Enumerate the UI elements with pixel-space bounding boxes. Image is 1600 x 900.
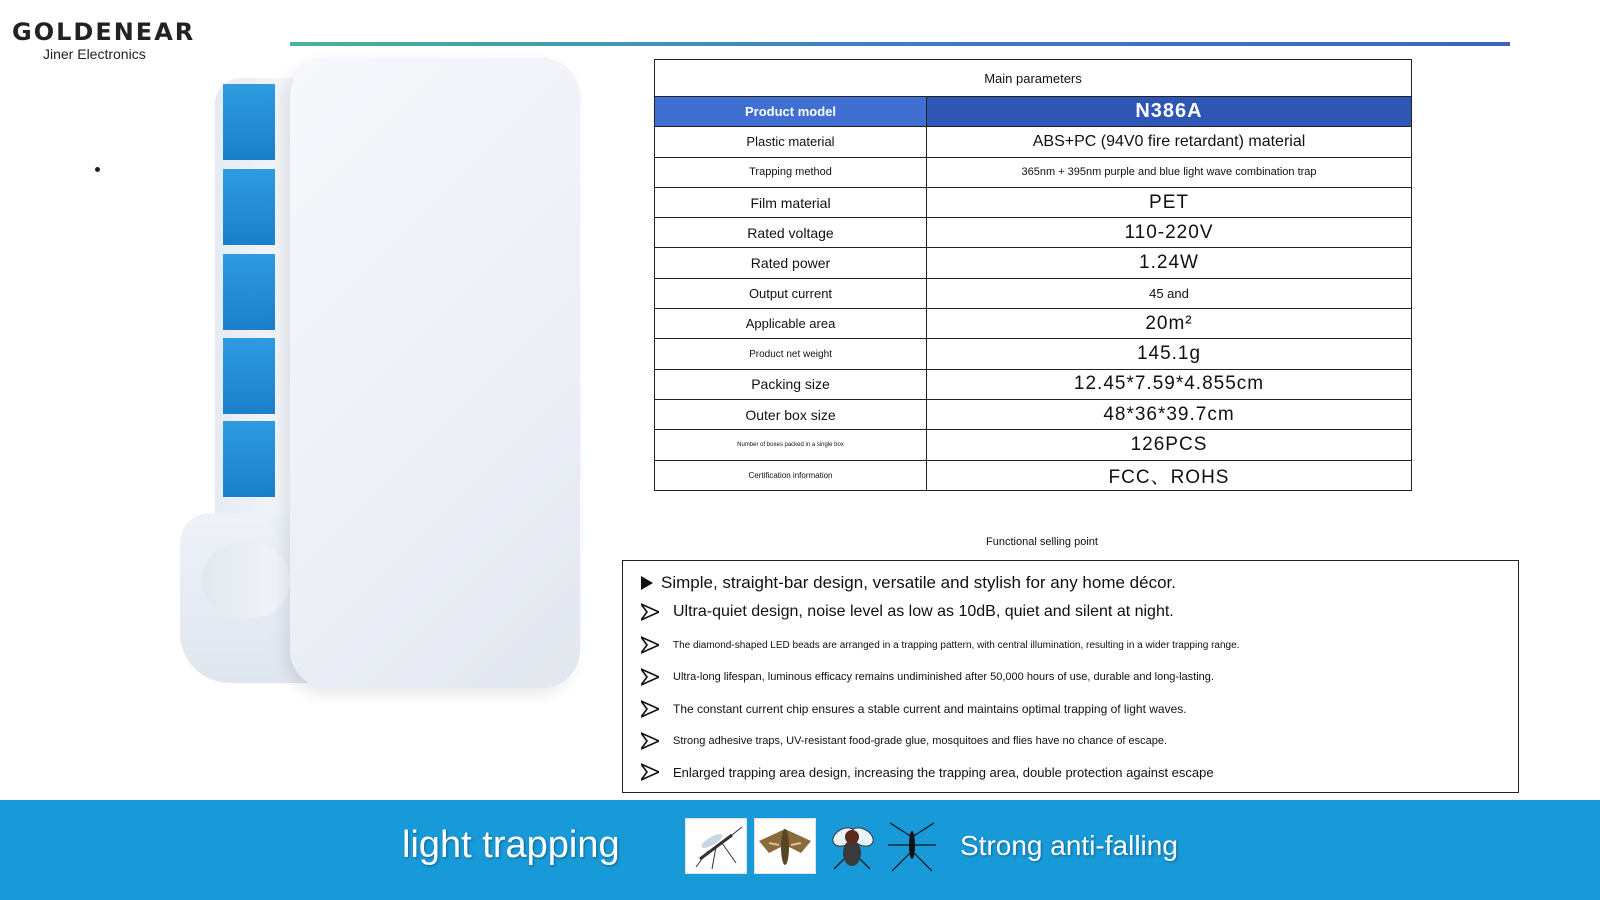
- param-label: Product model: [655, 97, 927, 127]
- table-row: [655, 460, 1412, 490]
- banner-left-text: light trapping: [402, 824, 620, 866]
- moth-icon: [754, 818, 816, 874]
- product-image: [180, 58, 600, 694]
- param-value: N386A: [927, 97, 1412, 127]
- triangle-bullet-icon: [641, 576, 653, 590]
- param-value: 145.1g: [927, 339, 1412, 369]
- brand-logo: [12, 18, 195, 62]
- list-item: Strong adhesive traps, UV-resistant food-grade glue, mosquitoes and flies have no chance of escape.: [641, 732, 1167, 750]
- param-value: 1.24W: [927, 248, 1412, 278]
- param-label: Certification information: [655, 460, 927, 490]
- param-label: Trapping method: [655, 157, 927, 187]
- list-item: Simple, straight-bar design, versatile and stylish for any home décor.: [641, 573, 1176, 593]
- param-label: Output current: [655, 278, 927, 308]
- table-row: [655, 218, 1412, 248]
- param-label: Outer box size: [655, 399, 927, 429]
- arrow-bullet-icon: [641, 700, 659, 718]
- param-value: 110-220V: [927, 218, 1412, 248]
- fly-icon: [824, 815, 880, 875]
- product-light-panel: [223, 338, 275, 414]
- brand-subtitle: Jiner Electronics: [43, 46, 146, 62]
- product-light-panel: [223, 84, 275, 160]
- param-label: Film material: [655, 187, 927, 217]
- arrow-bullet-icon: [641, 603, 659, 621]
- list-item: Enlarged trapping area design, increasing the trapping area, double protection against escape: [641, 763, 1214, 781]
- list-item: Ultra-quiet design, noise level as low as 10dB, quiet and silent at night.: [641, 603, 1174, 621]
- product-base-opening: [202, 543, 290, 618]
- product-light-panel: [223, 421, 275, 497]
- arrow-bullet-icon: [641, 636, 659, 654]
- param-label: Product net weight: [655, 339, 927, 369]
- param-label: Rated voltage: [655, 218, 927, 248]
- decorative-dot: [95, 167, 100, 172]
- product-light-panel: [223, 169, 275, 245]
- main-parameters-table: [654, 59, 1412, 491]
- param-value: 45 and: [927, 278, 1412, 308]
- table-row: [655, 127, 1412, 157]
- brand-name: GOLDENEAR: [12, 18, 196, 46]
- table-row: [655, 339, 1412, 369]
- param-value: FCC、ROHS: [927, 460, 1412, 490]
- arrow-bullet-icon: [641, 668, 659, 686]
- param-value: ABS+PC (94V0 fire retardant) material: [927, 127, 1412, 157]
- selling-points-box: [622, 560, 1519, 793]
- banner-right-text: Strong anti-falling: [960, 830, 1178, 861]
- arrow-bullet-icon: [641, 763, 659, 781]
- table-row: [655, 187, 1412, 217]
- table-row: [655, 399, 1412, 429]
- product-front-cover: [290, 58, 580, 688]
- param-label: Plastic material: [655, 127, 927, 157]
- param-label: Applicable area: [655, 309, 927, 339]
- param-label: Rated power: [655, 248, 927, 278]
- list-item: The diamond-shaped LED beads are arranged in a trapping pattern, with central illumination, resulting in a wider trapping range.: [641, 636, 1239, 654]
- selling-points-caption: Functional selling point: [986, 536, 1098, 548]
- table-row: [655, 369, 1412, 399]
- mosquito-icon: [685, 818, 747, 874]
- param-label: Packing size: [655, 369, 927, 399]
- table-header-row: [655, 97, 1412, 127]
- header-accent-line: [290, 42, 1510, 46]
- param-value: PET: [927, 187, 1412, 217]
- table-caption: Main parameters: [655, 60, 1412, 97]
- table-row: [655, 278, 1412, 308]
- product-light-panel: [223, 254, 275, 330]
- list-item: The constant current chip ensures a stable current and maintains optimal trapping of light waves.: [641, 700, 1187, 718]
- param-value: 12.45*7.59*4.855cm: [927, 369, 1412, 399]
- param-label: Number of boxes packed in a single box: [655, 430, 927, 460]
- arrow-bullet-icon: [641, 732, 659, 750]
- table-row: [655, 157, 1412, 187]
- table-row: [655, 248, 1412, 278]
- table-row: [655, 309, 1412, 339]
- gnat-icon: [884, 815, 940, 875]
- param-value: 126PCS: [927, 430, 1412, 460]
- param-value: 365nm + 395nm purple and blue light wave combination trap: [927, 157, 1412, 187]
- table-row: [655, 430, 1412, 460]
- param-value: 20m²: [927, 309, 1412, 339]
- param-value: 48*36*39.7cm: [927, 399, 1412, 429]
- list-item: Ultra-long lifespan, luminous efficacy remains undiminished after 50,000 hours of use, durable and long-lasting.: [641, 668, 1214, 686]
